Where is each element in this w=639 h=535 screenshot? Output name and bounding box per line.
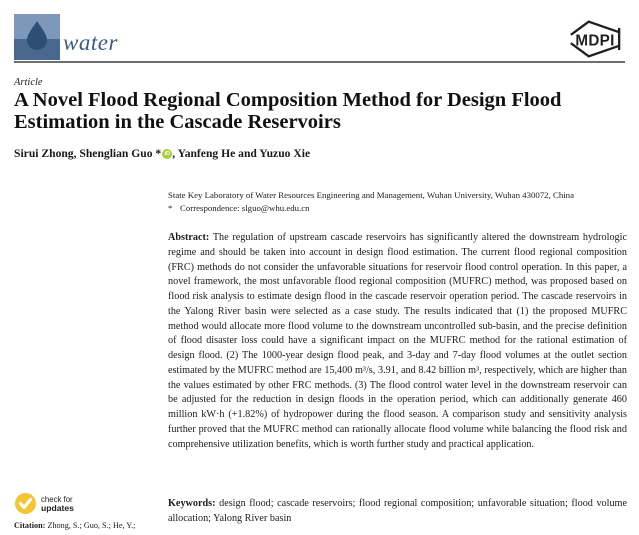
mdpi-wordmark: MDPI — [575, 32, 615, 50]
correspondence-line — [168, 202, 628, 215]
authors-text-after-orcid: , Yanfeng He and Yuzuo Xie — [172, 147, 311, 160]
keywords-text: design flood; cascade reservoirs; flood regional composition; unfavorable situation; flood volume allocation; Yalong River basin — [168, 498, 627, 524]
abstract-paragraph — [168, 231, 627, 452]
affiliation-block — [168, 189, 628, 215]
check-for-updates-badge[interactable] — [15, 493, 74, 514]
water-journal-logo[interactable] — [14, 14, 60, 60]
journal-name: water — [63, 30, 118, 55]
abstract-text: The regulation of upstream cascade reservoirs has significantly altered the downstream hydrologic regime and should be taken into account in design flood estimation. The current flood regional composition (FRC) methods do not consider the unfavorable situations for reservoir flood control operation. In this paper, a novel framework, the most unfavorable flood regional composition (MUFRC) method, was proposed based on flood risk analysis to estimate design flood in the cascade reservoir operation period. The cascade reservoirs in the Yalong River basin were selected as a case study. The results indicated that (1) the proposed MUFRC method would allocate more flood volume to the downstream uncontrolled sub-basin, and the precise definition of flood disaster loss could have a significant impact on the MUFRC method for the rational estimation of design flood. (2) The 1000-year design flood peak, and 3-day and 7-day flood volumes at the outlet section estimated by the MUFRC method are 15,400 m³/s, 3.91, and 8.42 billion m³, respectively, which are higher than the values estimated by other FRC methods. (3) The flood control water level in the downstream reservoir can be adjusted for the reduction in design floods in the operation period, which can additionally generate 460 million kW·h (+1.82%) of hydropower during the flood season. A comparison study and sensitivity analysis further proved that the MUFRC method can rationally allocate flood volume while balancing the flood risk and comprehensive utilization benefits, which is worth further study and practical application. — [168, 232, 627, 450]
abstract-label: Abstract: — [168, 232, 210, 243]
article-title-line-1: A Novel Flood Regional Composition Method for Design Flood — [14, 89, 562, 111]
header-divider — [14, 61, 625, 63]
correspondence-email[interactable]: Correspondence: slguo@whu.edu.cn — [180, 203, 310, 213]
article-title-line-2: Estimation in the Cascade Reservoirs — [14, 110, 341, 133]
authors-line — [14, 147, 629, 160]
article-type-label: Article — [14, 77, 43, 88]
affiliation: State Key Laboratory of Water Resources Engineering and Management, Wuhan University, Wuhan 430072, China — [168, 190, 574, 200]
citation-note — [14, 520, 169, 531]
crossmark-label — [41, 495, 74, 513]
crossmark-label-line-1: check for — [41, 494, 73, 504]
citation-text: Zhong, S.; Guo, S.; He, Y.; — [45, 521, 136, 530]
keywords-label: Keywords: — [168, 498, 216, 509]
citation-label: Citation: — [14, 521, 46, 530]
keywords-paragraph — [168, 496, 627, 526]
mdpi-logo[interactable] — [566, 18, 624, 60]
crossmark-label-line-2: updates — [41, 502, 74, 513]
article-title — [14, 90, 629, 134]
crossmark-check-icon — [15, 493, 36, 514]
water-droplet-icon — [14, 14, 60, 60]
authors-text-before-orcid: Sirui Zhong, Shenglian Guo * — [14, 147, 162, 160]
mdpi-hexagon-icon — [566, 18, 624, 60]
correspondence-marker: * — [168, 203, 173, 213]
orcid-icon[interactable]: iD — [162, 149, 172, 159]
